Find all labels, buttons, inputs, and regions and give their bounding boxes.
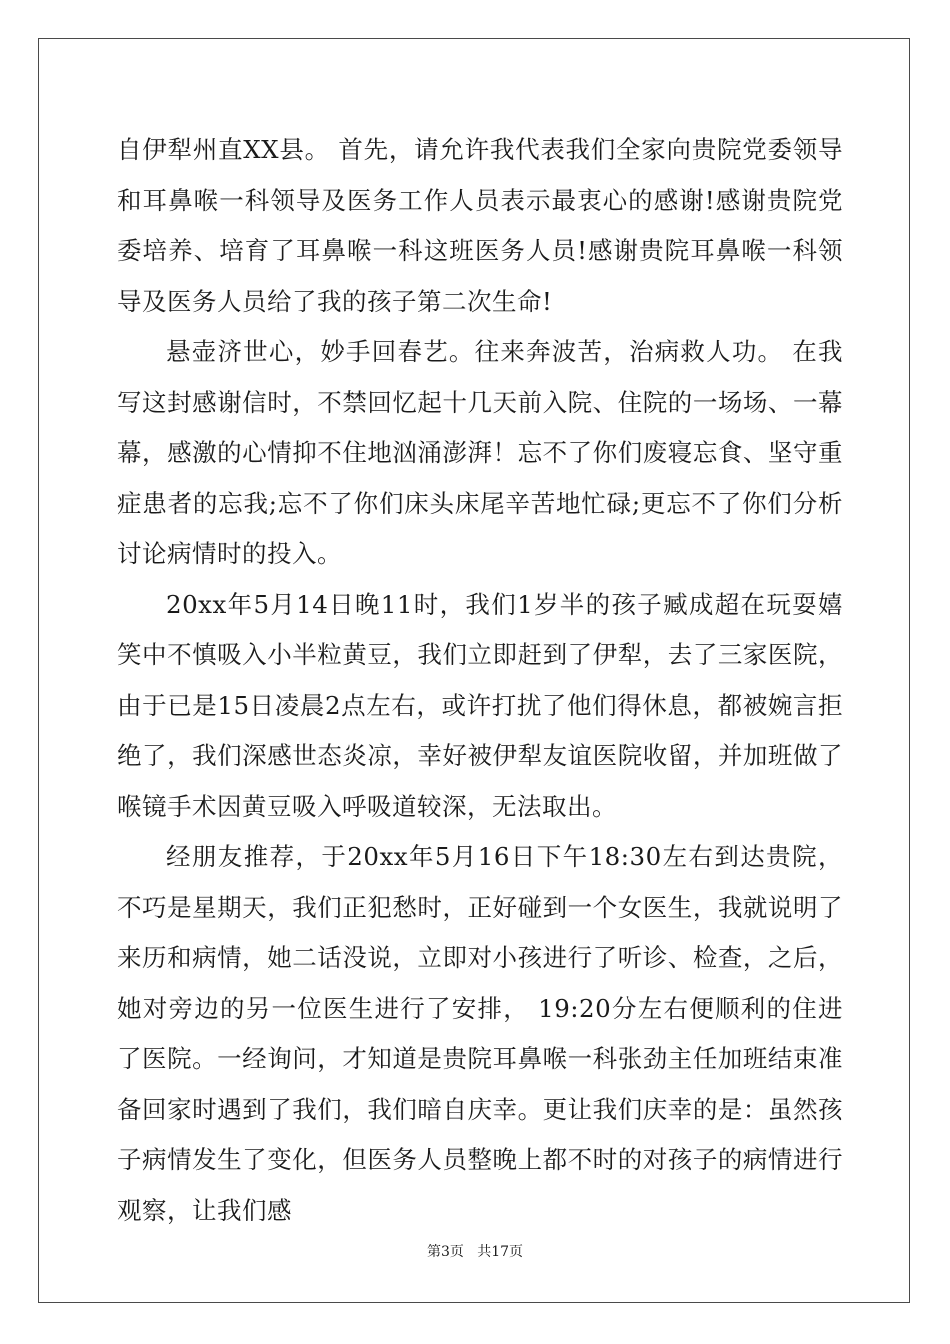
paragraph-2: 悬壶济世心，妙手回春艺。往来奔波苦，治病救人功。 在我写这封感谢信时，不禁回忆起十几天前入院、住院的一场场、一幕幕，感激的心情抑不住地汹涌澎湃！忘不了你们废寝忘食、坚守重症患者的忘我;忘不了你们床头床尾辛苦地忙碌;更忘不了你们分析讨论病情时的投入。 bbox=[117, 337, 843, 568]
paragraph-3: 20xx年5月14日晚11时，我们1岁半的孩子臧成超在玩耍嬉笑中不慎吸入小半粒黄豆，我们立即赶到了伊犁，去了三家医院，由于已是15日凌晨2点左右，或许打扰了他们得休息，都被婉言拒绝了，我们深感世态炎凉，幸好被伊犁友谊医院收留，并加班做了喉镜手术因黄豆吸入呼吸道较深，无法取出。 bbox=[117, 589, 843, 821]
document-body bbox=[117, 125, 843, 1236]
page-number-footer: 第3页 共17页 bbox=[426, 1244, 524, 1260]
paragraph-1: 自伊犁州直XX县。 首先，请允许我代表我们全家向贵院党委领导和耳鼻喉一科领导及医务工作人员表示最衷心的感谢!感谢贵院党委培养、培育了耳鼻喉一科这班医务人员!感谢贵院耳鼻喉一科领导及医务人员给了我的孩子第二次生命! bbox=[117, 135, 843, 316]
paragraph-4: 经朋友推荐，于20xx年5月16日下午18:30左右到达贵院，不巧是星期天，我们正犯愁时，正好碰到一个女医生，我就说明了来历和病情，她二话没说，立即对小孩进行了听诊、检查，之后，她对旁边的另一位医生进行了安排， 19:20分左右便顺利的住进了医院。一经询问，才知道是贵院耳鼻喉一科张劲主任加班结束准备回家时遇到了我们，我们暗自庆幸。更让我们庆幸的是：虽然孩子病情发生了变化，但医务人员整晚上都不时的对孩子的病情进行观察，让我们感 bbox=[117, 842, 843, 1225]
